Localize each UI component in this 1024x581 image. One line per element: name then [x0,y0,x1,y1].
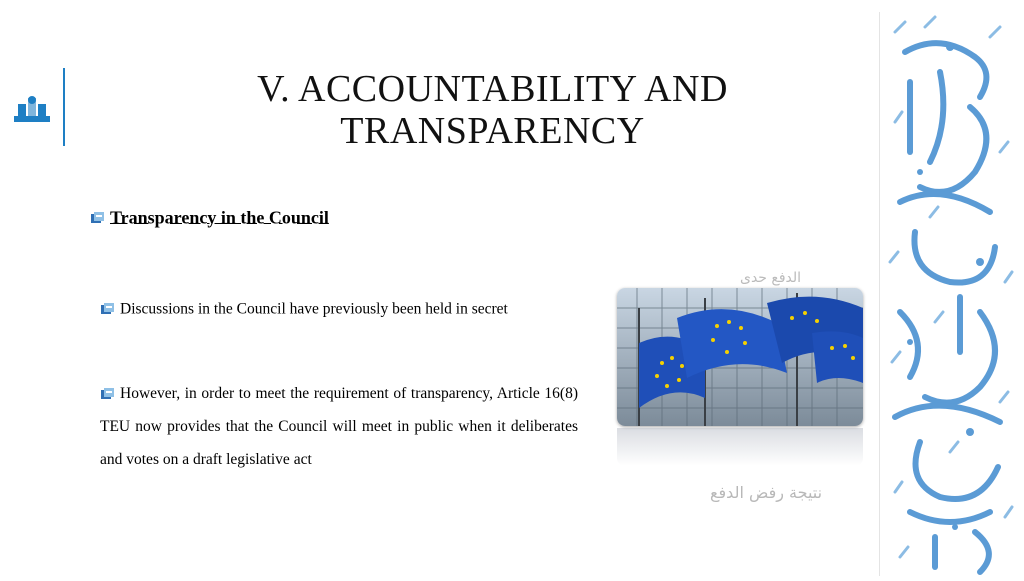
arabic-calligraphy-decoration [879,12,1020,576]
section-heading [90,206,329,228]
slide-title: V. ACCOUNTABILITY AND TRANSPARENCY [257,68,728,152]
section-heading-text: Transparency in the Council [110,207,329,228]
eu-flags-photo [617,288,863,426]
arabic-caption-bottom: نتيجة رفض الدفع [710,483,823,502]
bullet-text-1: Discussions in the Council have previously been held in secret [120,300,508,318]
university-logo-icon [12,94,52,126]
bullet-item-1 [100,300,508,318]
bullet-text-2: However, in order to meet the requirement of transparency, Article 16(8) TEU now provides that the Council will meet in public when it deliberates and votes on a draft legislative act [100,385,578,468]
bullet-item-2 [100,377,578,476]
book-bullet-icon [90,211,106,225]
book-bullet-icon [100,387,116,401]
arabic-caption-top: الدفع حدى [740,270,802,286]
title-divider-line [63,68,65,146]
book-bullet-icon [100,302,116,316]
photo-reflection [617,428,863,466]
